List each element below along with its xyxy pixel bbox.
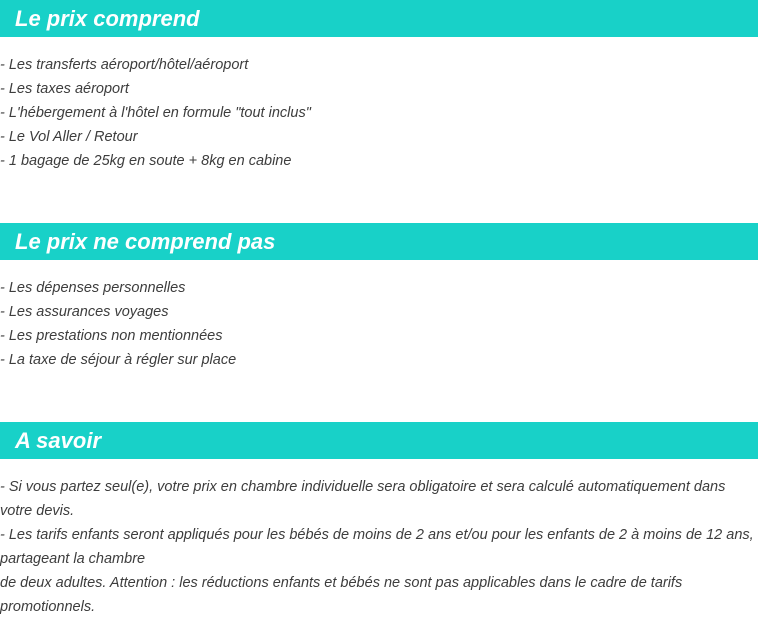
section-title: Le prix ne comprend pas — [0, 223, 758, 260]
section-good-to-know — [0, 422, 758, 619]
included-list — [0, 53, 758, 173]
list-item: - Les taxes aéroport — [0, 81, 129, 97]
section-included — [0, 0, 758, 173]
list-item: - Les assurances voyages — [0, 304, 169, 320]
not-included-list — [0, 276, 758, 372]
list-item: - L'hébergement à l'hôtel en formule "tout inclus" — [0, 105, 311, 121]
list-item: - Les prestations non mentionnées — [0, 328, 223, 344]
info-paragraph: - Si vous partez seul(e), votre prix en chambre individuelle sera obligatoire et sera calculé automatiquement dans votre devis. — [0, 479, 726, 519]
section-title: A savoir — [0, 422, 758, 459]
info-paragraph: - Les tarifs enfants seront appliqués pour les bébés de moins de 2 ans et/ou pour les enfants de 2 à moins de 12 ans, partageant la chambre — [0, 527, 754, 567]
list-item: - 1 bagage de 25kg en soute + 8kg en cabine — [0, 153, 292, 169]
list-item: - Les transferts aéroport/hôtel/aéroport — [0, 57, 249, 73]
good-to-know-text — [0, 475, 758, 619]
list-item: - Le Vol Aller / Retour — [0, 129, 138, 145]
section-not-included — [0, 223, 758, 372]
info-paragraph: de deux adultes. Attention : les réductions enfants et bébés ne sont pas applicables dans le cadre de tarifs promotionnels. — [0, 575, 683, 615]
list-item: - La taxe de séjour à régler sur place — [0, 352, 237, 368]
list-item: - Les dépenses personnelles — [0, 280, 186, 296]
section-title: Le prix comprend — [0, 0, 758, 37]
